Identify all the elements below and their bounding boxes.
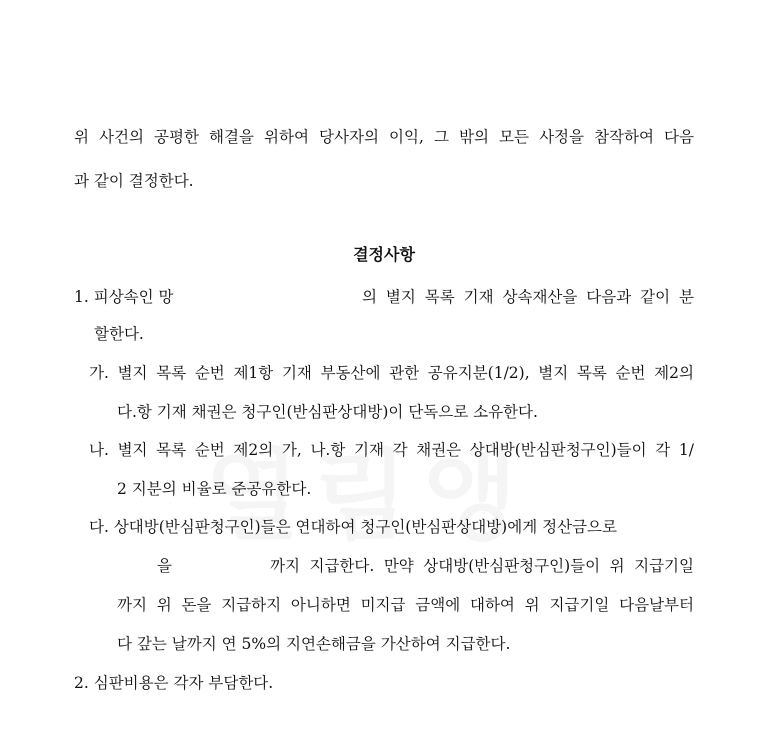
intro-line-1: 위 사건의 공평한 해결을 위하여 당사자의 이익, 그 밖의 모든 사정을 참작하여 다음 [74, 128, 694, 146]
sub-da-line-2-a: 을 [157, 557, 172, 575]
item1-line-2: 할한다. [94, 325, 144, 343]
item1-prefix: 1. 피상속인 망 [74, 288, 174, 306]
sub-da-line-4: 다 갚는 날까지 연 5%의 지연손해금을 가산하여 지급한다. [117, 635, 511, 653]
sub-ga-line-2: 다.항 기재 채권은 청구인(반심판상대방)이 단독으로 소유한다. [117, 403, 538, 421]
sub-da-line-1: 다. 상대방(반심판청구인)들은 연대하여 청구인(반심판상대방)에게 정산금으로 [89, 518, 617, 536]
sub-ga-line-1: 가. 별지 목록 순번 제1항 기재 부동산에 관한 공유지분(1/2), 별지 목록 순번 제2의 [89, 364, 694, 382]
sub-na-line-1: 나. 별지 목록 순번 제2의 가, 나.항 기재 각 채권은 상대방(반심판청구인)들이 각 1/ [89, 441, 694, 459]
item2-line-1: 2. 심판비용은 각자 부담한다. [74, 674, 274, 692]
sub-na-line-2: 2 지분의 비율로 준공유한다. [117, 480, 312, 498]
item1-suffix: 의 별지 목록 기재 상속재산을 다음과 같이 분 [362, 288, 694, 306]
intro-line-2: 과 같이 결정한다. [74, 172, 194, 190]
sub-da-line-3: 까지 위 돈을 지급하지 아니하면 미지급 금액에 대하여 위 지급기일 다음날부터 [117, 596, 694, 614]
section-heading: 결정사항 [353, 245, 415, 264]
sub-da-line-2-b: 까지 지급한다. 만약 상대방(반심판청구인)들이 위 지급기일 [270, 557, 694, 575]
